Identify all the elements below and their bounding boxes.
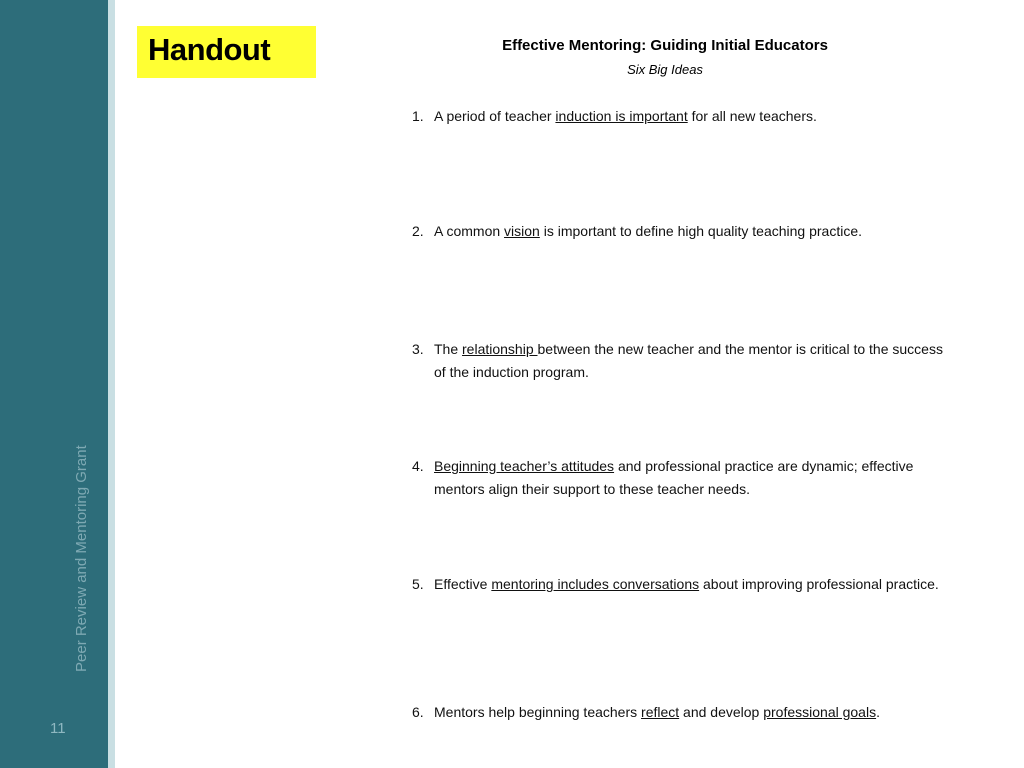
idea-key-phrase: Beginning teacher’s attitudes (434, 458, 615, 474)
idea-key-phrase: professional goals (763, 704, 877, 720)
page-number: 11 (50, 720, 66, 737)
idea-key-phrase: relationship (462, 341, 538, 357)
idea-6 (408, 701, 948, 724)
idea-text-part: Mentors help beginning teachers (434, 704, 642, 720)
idea-text-part: between the new teacher and the mentor is critical to the success of the induction program. (434, 341, 943, 380)
idea-number: 1. (412, 108, 424, 124)
idea-text-part: and professional practice are dynamic; effective mentors align their support to these teacher needs. (434, 458, 914, 497)
idea-text (434, 220, 948, 243)
sidebar-edge (108, 0, 115, 768)
idea-2 (408, 220, 948, 243)
grant-label: Peer Review and Mentoring Grant (73, 445, 90, 672)
idea-number: 3. (412, 341, 424, 357)
idea-text (434, 701, 948, 724)
handout-title: Handout (148, 32, 271, 67)
idea-5 (408, 573, 948, 596)
idea-text-part: Effective (434, 576, 492, 592)
idea-text (434, 338, 948, 384)
document-title: Effective Mentoring: Guiding Initial Educators (502, 37, 828, 54)
sidebar-band (0, 0, 108, 768)
idea-text-part: . (876, 704, 880, 720)
idea-number: 5. (412, 576, 424, 592)
idea-3 (408, 338, 948, 384)
idea-text (434, 105, 948, 128)
idea-text-part: for all new teachers. (687, 108, 817, 124)
idea-key-phrase: induction is important (555, 108, 688, 124)
idea-key-phrase: reflect (641, 704, 680, 720)
idea-number: 4. (412, 458, 424, 474)
idea-4 (408, 455, 948, 501)
idea-text-part: is important to define high quality teaching practice. (539, 223, 863, 239)
idea-key-phrase: vision (504, 223, 540, 239)
idea-number: 2. (412, 223, 424, 239)
idea-1 (408, 105, 948, 128)
idea-text (434, 573, 948, 596)
idea-text-part: A common (434, 223, 505, 239)
idea-text (434, 455, 948, 501)
handout-badge (137, 26, 316, 78)
idea-text-part: The (434, 341, 463, 357)
document-subtitle: Six Big Ideas (627, 62, 703, 77)
idea-text-part: about improving professional practice. (699, 576, 939, 592)
idea-number: 6. (412, 704, 424, 720)
idea-text-part: and develop (679, 704, 764, 720)
idea-key-phrase: mentoring includes conversations (491, 576, 700, 592)
idea-text-part: A period of teacher (434, 108, 556, 124)
